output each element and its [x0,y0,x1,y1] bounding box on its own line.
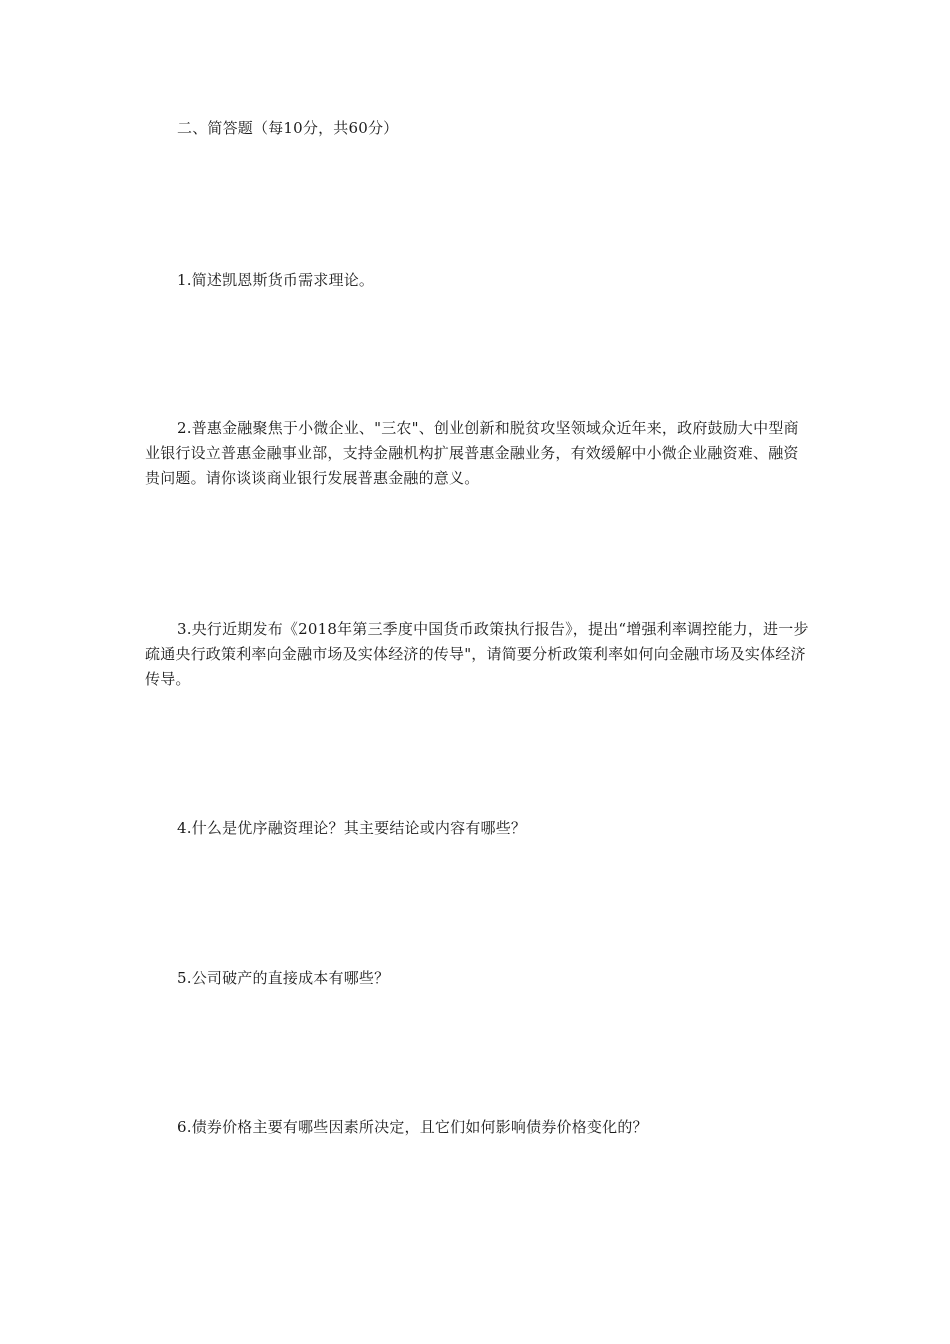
section-heading: 二、简答题（每10分，共60分） [177,119,399,137]
question-4: 4.什么是优序融资理论？其主要结论或内容有哪些？ [177,819,527,837]
question-3: 3.央行近期发布《2018年第三季度中国货币政策执行报告》，提出“增强利率调控能力，进一步疏通央行政策利率向金融市场及实体经济的传导"，请简要分析政策利率如何向金融市场及实体经济传导。 [145,620,809,688]
question-1: 1.简述凯恩斯货币需求理论。 [177,271,375,289]
question-5: 5.公司破产的直接成本有哪些？ [177,969,390,987]
question-6: 6.债券价格主要有哪些因素所决定，且它们如何影响债券价格变化的？ [177,1118,648,1136]
question-2: 2.普惠金融聚焦于小微企业、"三农"、创业创新和脱贫攻坚领域众近年来，政府鼓励大中型商业银行设立普惠金融事业部，支持金融机构扩展普惠金融业务，有效缓解中小微企业融资难、融资贵问题。请你谈谈商业银行发展普惠金融的意义。 [145,419,799,487]
